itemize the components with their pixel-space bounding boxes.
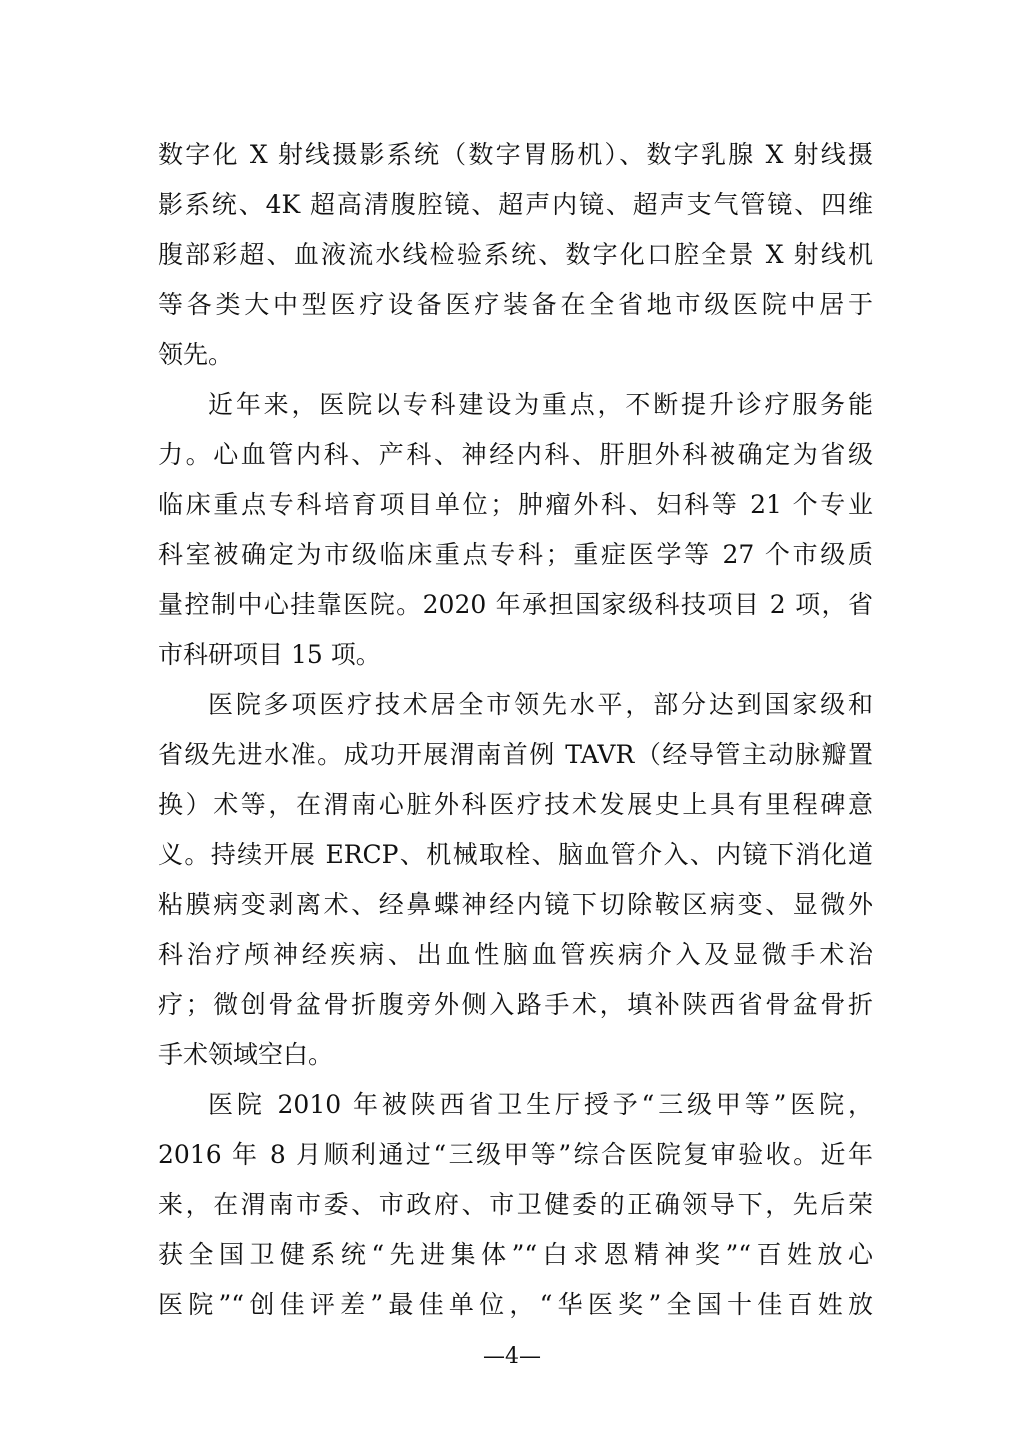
- text-line: 获全国卫健系统“先进集体”“白求恩精神奖”“百姓放心: [158, 1240, 873, 1269]
- text-line: 手术领域空白。: [158, 1040, 334, 1069]
- text-line: 医院”“创佳评差”最佳单位，“华医奖”全国十佳百姓放: [158, 1290, 873, 1319]
- text-line: 领先。: [158, 340, 234, 369]
- text-line: 义。持续开展 ERCP、机械取栓、脑血管介入、内镜下消化道: [158, 840, 873, 869]
- paragraph-first-line: 医院 2010 年被陕西省卫生厅授予“三级甲等”医院，: [208, 1090, 873, 1119]
- text-line: 等各类大中型医疗设备医疗装备在全省地市级医院中居于: [158, 290, 873, 319]
- text-line: 数字化 X 射线摄影系统（数字胃肠机）、数字乳腺 X 射线摄: [158, 140, 873, 169]
- text-line: 粘膜病变剥离术、经鼻蝶神经内镜下切除鞍区病变、显微外: [158, 890, 873, 919]
- text-line: 力。心血管内科、产科、神经内科、肝胆外科被确定为省级: [158, 440, 873, 469]
- paragraph-first-line: 近年来，医院以专科建设为重点，不断提升诊疗服务能: [208, 390, 873, 419]
- text-line: 量控制中心挂靠医院。2020 年承担国家级科技项目 2 项，省: [158, 590, 873, 619]
- text-line: 临床重点专科培育项目单位；肿瘤外科、妇科等 21 个专业: [158, 490, 873, 519]
- text-line: 科治疗颅神经疾病、出血性脑血管疾病介入及显微手术治: [158, 940, 873, 969]
- text-line: 省级先进水准。成功开展渭南首例 TAVR（经导管主动脉瓣置: [158, 740, 873, 769]
- page-number: —4—: [483, 1344, 541, 1369]
- text-line: 影系统、4K 超高清腹腔镜、超声内镜、超声支气管镜、四维: [158, 190, 873, 219]
- paragraph-first-line: 医院多项医疗技术居全市领先水平，部分达到国家级和: [208, 690, 873, 719]
- text-line: 换）术等，在渭南心脏外科医疗技术发展史上具有里程碑意: [158, 790, 873, 819]
- text-line: 腹部彩超、血液流水线检验系统、数字化口腔全景 X 射线机: [158, 240, 873, 269]
- text-line: 疗；微创骨盆骨折腹旁外侧入路手术，填补陕西省骨盆骨折: [158, 990, 873, 1019]
- text-line: 市科研项目 15 项。: [158, 640, 381, 669]
- text-line: 2016 年 8 月顺利通过“三级甲等”综合医院复审验收。近年: [158, 1140, 873, 1169]
- text-line: 科室被确定为市级临床重点专科；重症医学等 27 个市级质: [158, 540, 873, 569]
- text-line: 来，在渭南市委、市政府、市卫健委的正确领导下，先后荣: [158, 1190, 873, 1219]
